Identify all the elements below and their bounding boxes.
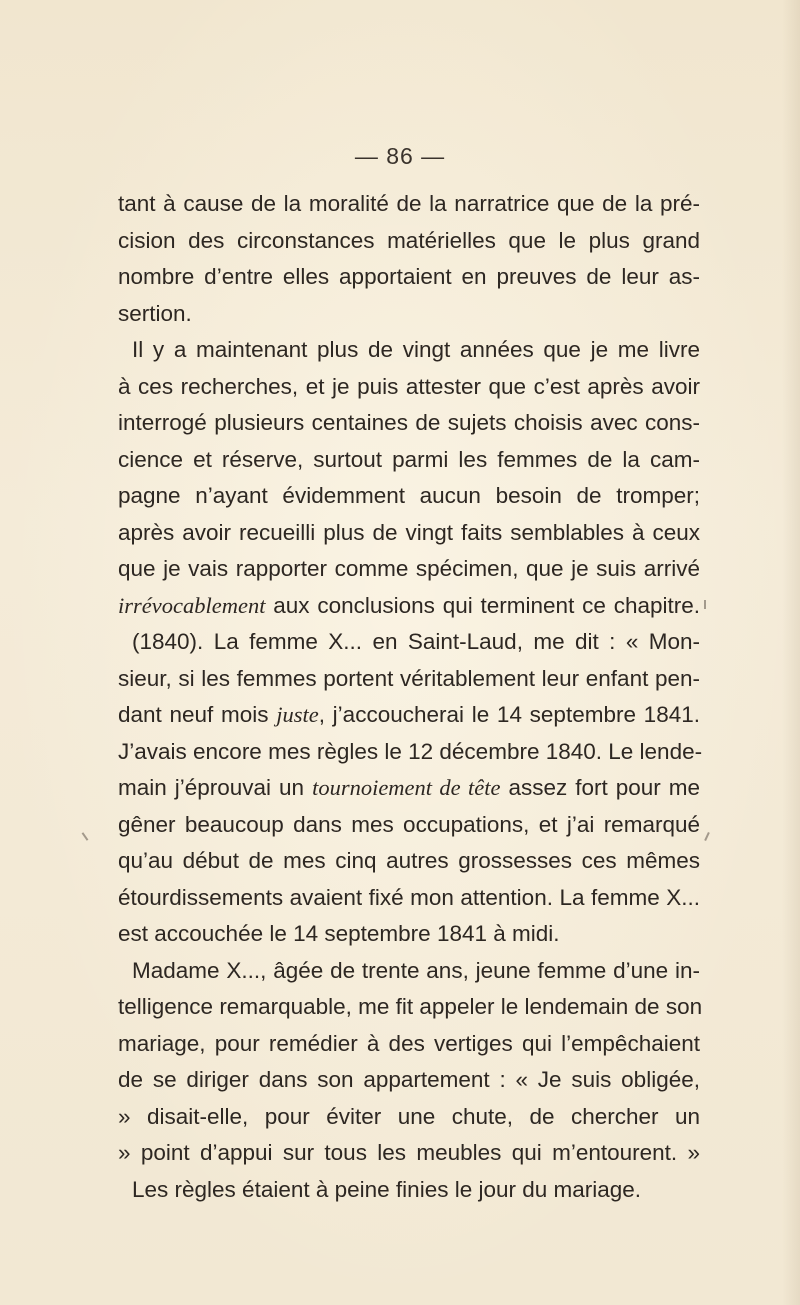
text-run: à ces recherches, et je puis attester que c’est après avoir <box>118 373 700 399</box>
text-line <box>118 186 700 223</box>
text-run: étourdissements avaient fixé mon attention. La femme X... <box>118 884 700 910</box>
text-run: qu’au début de mes cinq autres grossesses ces mêmes <box>118 848 700 873</box>
text-line <box>118 515 700 552</box>
text-run: » point d’appui sur tous les meubles qui m’entourent. » <box>118 1140 700 1165</box>
text-line <box>118 405 700 442</box>
text-run: après avoir recueilli plus de vingt faits semblables à ceux <box>118 519 700 545</box>
text-run: » disait-elle, pour éviter une chute, de chercher un <box>118 1103 700 1129</box>
text-line <box>118 1062 700 1099</box>
text-line <box>118 880 700 917</box>
text-run: , j’accoucherai le 14 septembre 1841. <box>318 702 700 727</box>
text-line <box>118 332 700 369</box>
italic-phrase: irrévocablement <box>118 592 266 618</box>
text-line <box>118 588 700 625</box>
text-run: est accouchée le 14 septembre 1841 à midi. <box>118 921 560 946</box>
text-line <box>118 1026 700 1063</box>
text-run: nombre d’entre elles apportaient en preuves de leur as- <box>118 264 700 289</box>
text-line <box>118 442 700 479</box>
text-line <box>118 1172 700 1209</box>
text-run: J’avais encore mes règles le 12 décembre 1840. Le lende- <box>118 738 703 764</box>
text-line <box>118 661 700 698</box>
text-run: assez fort pour me <box>500 775 700 800</box>
text-line <box>118 551 700 588</box>
text-run: de se diriger dans son appartement : « Je suis obligée, <box>118 1067 700 1092</box>
text-line <box>118 734 703 771</box>
margin-mark <box>704 600 706 609</box>
margin-mark <box>82 832 89 841</box>
text-line <box>118 770 700 807</box>
text-run: interrogé plusieurs centaines de sujets choisis avec cons- <box>118 410 700 435</box>
text-run: cience et réserve, surtout parmi les femmes de la cam- <box>118 446 700 472</box>
page-number: — 86 — <box>354 143 446 169</box>
text-run: gêner beaucoup dans mes occupations, et j’ai remarqué <box>118 811 700 837</box>
text-line <box>118 916 700 953</box>
text-line <box>118 953 700 990</box>
text-run: cision des circonstances matérielles que le plus grand <box>118 227 700 253</box>
text-line <box>118 478 700 515</box>
text-run: dant neuf mois <box>118 702 277 727</box>
text-run: tant à cause de la moralité de la narratrice que de la pré- <box>118 191 700 216</box>
text-run: sieur, si les femmes portent véritablement leur enfant pen- <box>118 665 700 691</box>
text-line <box>118 697 700 734</box>
text-run: aux conclusions qui terminent ce chapitre. <box>265 592 700 618</box>
text-line <box>118 259 700 296</box>
page-edge-shadow <box>782 0 800 1305</box>
text-line <box>118 989 703 1026</box>
text-run: (1840). La femme X... en Saint-Laud, me dit : « Mon- <box>132 629 700 654</box>
italic-phrase: tournoiement de tête <box>312 775 501 800</box>
text-run: telligence remarquable, me fit appeler le lendemain de son <box>118 994 703 1019</box>
text-line <box>118 296 700 333</box>
text-line <box>118 223 700 260</box>
text-line <box>118 843 700 880</box>
margin-mark <box>704 832 710 841</box>
body-text <box>118 186 703 1208</box>
text-line <box>118 624 700 661</box>
text-line <box>118 369 700 406</box>
text-run: sertion. <box>118 300 192 326</box>
text-run: main j’éprouvai un <box>118 775 313 800</box>
text-run: que je vais rapporter comme spécimen, que je suis arrivé <box>118 556 700 581</box>
text-run: Madame X..., âgée de trente ans, jeune femme d’une in- <box>132 957 700 983</box>
text-run: Les règles étaient à peine finies le jour du mariage. <box>132 1176 642 1202</box>
text-line <box>118 1099 700 1136</box>
text-run: pagne n’ayant évidemment aucun besoin de tromper; <box>118 483 700 508</box>
text-line <box>118 807 700 844</box>
text-run: Il y a maintenant plus de vingt années que je me livre <box>132 337 700 362</box>
italic-phrase: juste <box>276 702 319 727</box>
text-line <box>118 1135 700 1172</box>
text-run: mariage, pour remédier à des vertiges qui l’empêchaient <box>118 1030 700 1056</box>
